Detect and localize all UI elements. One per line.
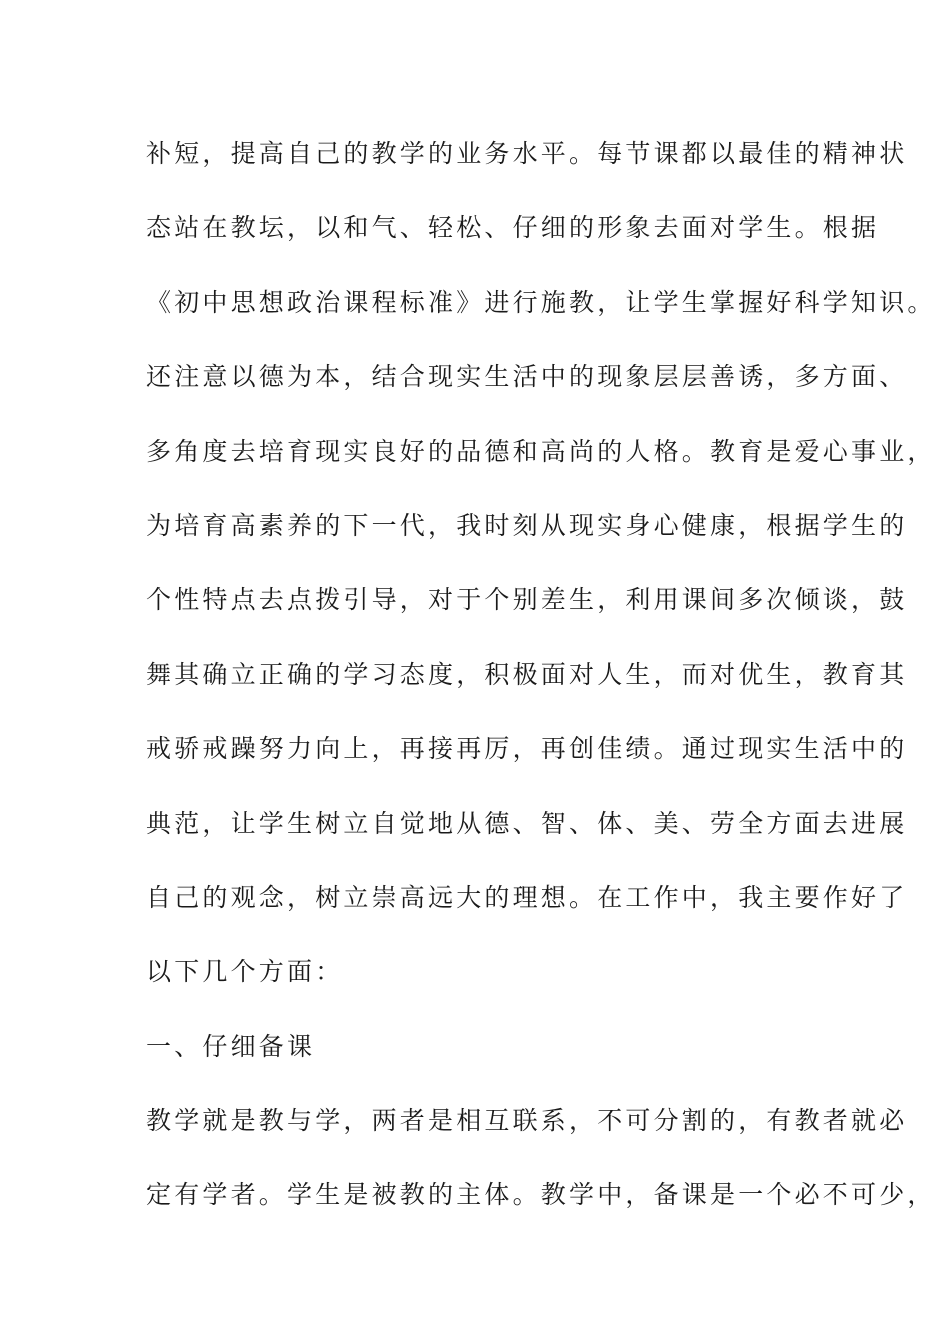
text-line: 戒骄戒躁努力向上，再接再厉，再创佳绩。通过现实生活中的 <box>146 734 908 764</box>
text-line: 多角度去培育现实良好的品德和高尚的人格。教育是爱心事业， <box>146 436 936 466</box>
text-line: 定有学者。学生是被教的主体。教学中，备课是一个必不可少， <box>146 1180 936 1210</box>
text-line: 《初中思想政治课程标准》进行施教，让学生掌握好科学知识。 <box>146 287 936 317</box>
text-line: 为培育高素养的下一代，我时刻从现实身心健康，根据学生的 <box>146 510 908 540</box>
text-line: 还注意以德为本，结合现实生活中的现象层层善诱，多方面、 <box>146 362 908 392</box>
text-line: 典范，让学生树立自觉地从德、智、体、美、劳全方面去进展 <box>146 808 908 838</box>
text-line: 补短，提高自己的教学的业务水平。每节课都以最佳的精神状 <box>146 139 908 168</box>
text-line: 态站在教坛，以和气、轻松、仔细的形象去面对学生。根据 <box>146 213 880 243</box>
body-text <box>146 132 936 1248</box>
text-line: 个性特点去点拨引导，对于个别差生，利用课间多次倾谈，鼓 <box>146 585 908 615</box>
text-line: 以下几个方面： <box>146 957 344 987</box>
text-line: 教学就是教与学，两者是相互联系，不可分割的，有教者就必 <box>146 1106 908 1136</box>
text-line: 舞其确立正确的学习态度，积极面对人生，而对优生，教育其 <box>146 659 908 689</box>
section-heading: 一、仔细备课 <box>146 1031 316 1061</box>
text-line: 自己的观念，树立崇高远大的理想。在工作中，我主要作好了 <box>146 882 908 912</box>
